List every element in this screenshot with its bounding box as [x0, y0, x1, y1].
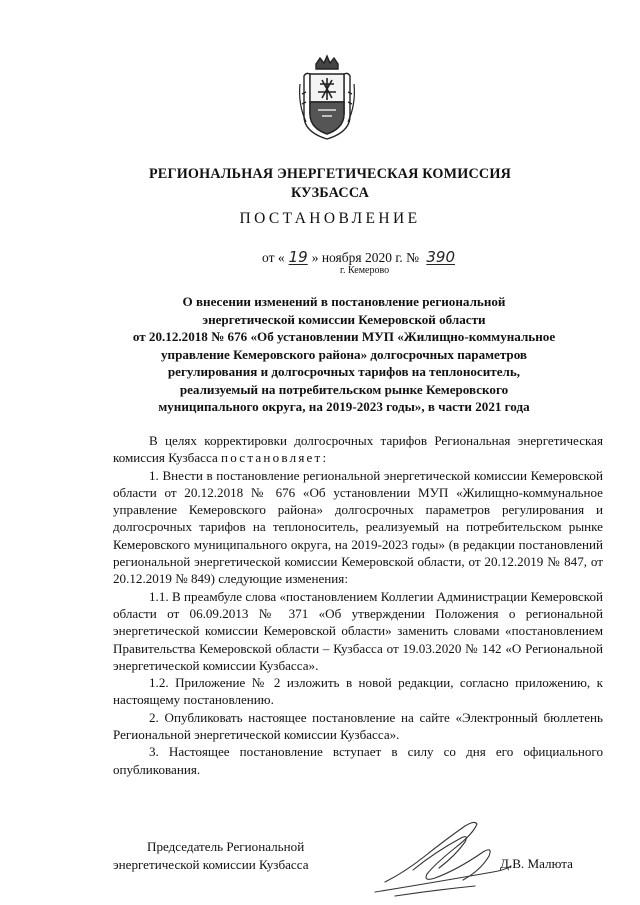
signatory-title-line1: Председатель Региональной	[147, 839, 305, 854]
date-prefix: от «	[262, 250, 285, 265]
paragraph-2: 2. Опубликовать настоящее постановление на сайте «Электронный бюллетень Региональной энергетической комиссии Кузбасса».	[113, 709, 603, 743]
signatory-title-line2: энергетической комиссии Кузбасса	[113, 856, 309, 872]
subject-line: О внесении изменений в постановление региональной	[182, 294, 506, 309]
paragraph-1-1: 1.1. В преамбуле слова «постановлением Коллегии Администрации Кемеровской области от 06.09.2013 № 371 «Об утверждении Положения о региональной энергетической комиссии Кемеровской области» заменить словами «постановлением Правительства Кемеровской области – Кузбасса от 19.03.2020 № 142 «О Региональной энергетической комиссии Кузбасса».	[113, 588, 603, 673]
date-day-handwritten: 19	[288, 248, 308, 266]
paragraph-1-2: 1.2. Приложение № 2 изложить в новой редакции, согласно приложению, к настоящему постановлению.	[113, 675, 603, 708]
signatory-title	[113, 838, 309, 873]
subject-line: регулирования и долгосрочных тарифов на теплоноситель,	[167, 364, 521, 379]
subject-line: управление Кемеровского района» долгосрочных параметров	[160, 346, 528, 362]
subject-line: энергетической комиссии Кемеровской области	[202, 311, 486, 327]
intro-spaced-word: постановляет:	[221, 450, 329, 466]
city-label: г. Кемерово	[340, 265, 390, 276]
agency-name-line1: РЕГИОНАЛЬНАЯ ЭНЕРГЕТИЧЕСКАЯ КОМИССИЯ	[148, 166, 512, 182]
paragraph-3: 3. Настоящее постановление вступает в силу со дня его официального опубликования.	[113, 744, 603, 777]
intro-paragraph	[113, 432, 603, 467]
subject-line: от 20.12.2018 № 676 «Об установлении МУП «Жилищно-коммунальное	[132, 329, 556, 344]
date-middle: » ноября 2020 г. №	[311, 250, 419, 265]
agency-name	[80, 165, 580, 203]
handwritten-signature-icon	[365, 812, 515, 902]
paragraph-1: 1. Внести в постановление региональной энергетической комиссии Кемеровской области от 20.12.2018 № 676 «Об установлении МУП «Жилищно-коммунальное управление Кемеровского района» долгосрочных параметров регулирования и долгосрочных тарифов на теплоноситель, реализуемый на потребительском рынке Кемеровского муниципального округа, на 2019-2023 годы» (в редакции постановлений региональной энергетической комиссии Кемеровской области, от 20.12.2019 № 847, от 20.12.2019 № 849) следующие изменения:	[113, 467, 603, 587]
signatory-name: Д.В. Малюта	[500, 856, 573, 871]
date-number-line	[262, 248, 459, 266]
document-number-handwritten: 390	[426, 248, 455, 266]
document-body	[113, 432, 603, 778]
coat-of-arms-emblem-icon	[296, 54, 358, 140]
intro-text: В целях корректировки долгосрочных тарифов Региональная энергетическая комиссия Кузбасса	[113, 433, 603, 466]
subject-line: реализуемый на потребительском рынке Кемеровского	[179, 381, 509, 397]
agency-name-line2: КУЗБАССА	[290, 185, 370, 201]
subject-line: муниципального округа, на 2019-2023 годы», в части 2021 года	[158, 399, 530, 414]
document-type-title: ПОСТАНОВЛЕНИЕ	[239, 210, 421, 227]
document-subject	[88, 293, 600, 416]
